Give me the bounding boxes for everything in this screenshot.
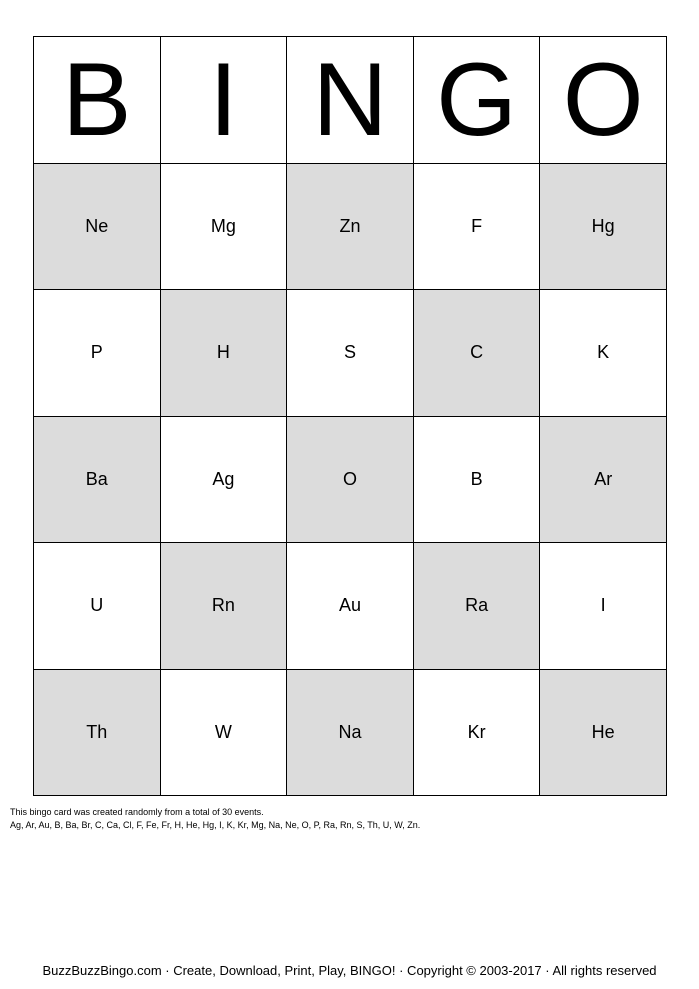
bingo-cell — [414, 543, 541, 670]
cell-text: H — [216, 342, 230, 363]
bingo-cell — [287, 670, 414, 797]
cell-text: I — [600, 595, 606, 616]
card-note-events-list: Ag, Ar, Au, B, Ba, Br, C, Ca, Cl, F, Fe, Fr, H, He, Hg, I, K, Kr, Mg, Na, Ne, O, P, Ra, Rn, S, Th, U, W, Zn. — [10, 820, 421, 830]
header-cell-g — [414, 37, 541, 164]
card-note-summary: This bingo card was created randomly from a total of 30 events. — [10, 807, 264, 817]
cell-text: He — [591, 721, 615, 742]
bingo-cell — [287, 164, 414, 291]
cell-text: Th — [86, 721, 108, 742]
cell-text: Au — [338, 595, 361, 616]
cell-text: W — [214, 721, 232, 742]
cell-text: C — [470, 342, 484, 363]
header-cell-b — [34, 37, 161, 164]
cell-text: Ar — [594, 468, 613, 489]
bingo-cell — [414, 670, 541, 797]
cell-text: Hg — [591, 215, 615, 236]
bingo-cell — [414, 417, 541, 544]
bingo-cell — [540, 543, 667, 670]
header-cell-n — [287, 37, 414, 164]
bingo-cell — [414, 164, 541, 291]
cell-text: K — [597, 342, 610, 363]
bingo-cell — [34, 543, 161, 670]
bingo-cell — [540, 164, 667, 291]
cell-text: Ra — [465, 595, 489, 616]
bingo-cell — [540, 290, 667, 417]
cell-text: S — [343, 342, 356, 363]
header-cell-i — [161, 37, 288, 164]
cell-text: Ne — [85, 215, 109, 236]
header-letter: B — [62, 41, 132, 158]
cell-text: Kr — [467, 721, 486, 742]
cell-text: Rn — [211, 595, 235, 616]
header-letter: I — [208, 41, 238, 158]
cell-text: O — [342, 468, 357, 489]
page-footer: BuzzBuzzBingo.com · Create, Download, Print, Play, BINGO! · Copyright © 2003-2017 · All rights reserved — [42, 963, 657, 978]
bingo-cell — [34, 290, 161, 417]
cell-text: B — [470, 468, 483, 489]
bingo-cell — [34, 417, 161, 544]
bingo-cell — [161, 543, 288, 670]
cell-text: Zn — [339, 215, 361, 236]
header-cell-o — [540, 37, 667, 164]
bingo-cell — [414, 290, 541, 417]
cell-text: Mg — [210, 215, 236, 236]
bingo-cell — [34, 164, 161, 291]
bingo-cell — [287, 417, 414, 544]
header-letter: G — [436, 41, 518, 158]
bingo-cell — [161, 290, 288, 417]
cell-text: Na — [338, 721, 362, 742]
header-letter: O — [562, 41, 644, 158]
bingo-cell — [540, 670, 667, 797]
bingo-cell — [34, 670, 161, 797]
header-letter: N — [312, 41, 388, 158]
cell-text: F — [471, 215, 483, 236]
bingo-cell — [287, 290, 414, 417]
bingo-cell — [287, 543, 414, 670]
cell-text: Ag — [212, 468, 235, 489]
cell-text: P — [90, 342, 103, 363]
bingo-cell — [161, 164, 288, 291]
bingo-cell — [161, 670, 288, 797]
cell-text: Ba — [85, 468, 108, 489]
bingo-cell — [540, 417, 667, 544]
cell-text: U — [90, 595, 104, 616]
bingo-card — [33, 36, 667, 796]
bingo-cell — [161, 417, 288, 544]
